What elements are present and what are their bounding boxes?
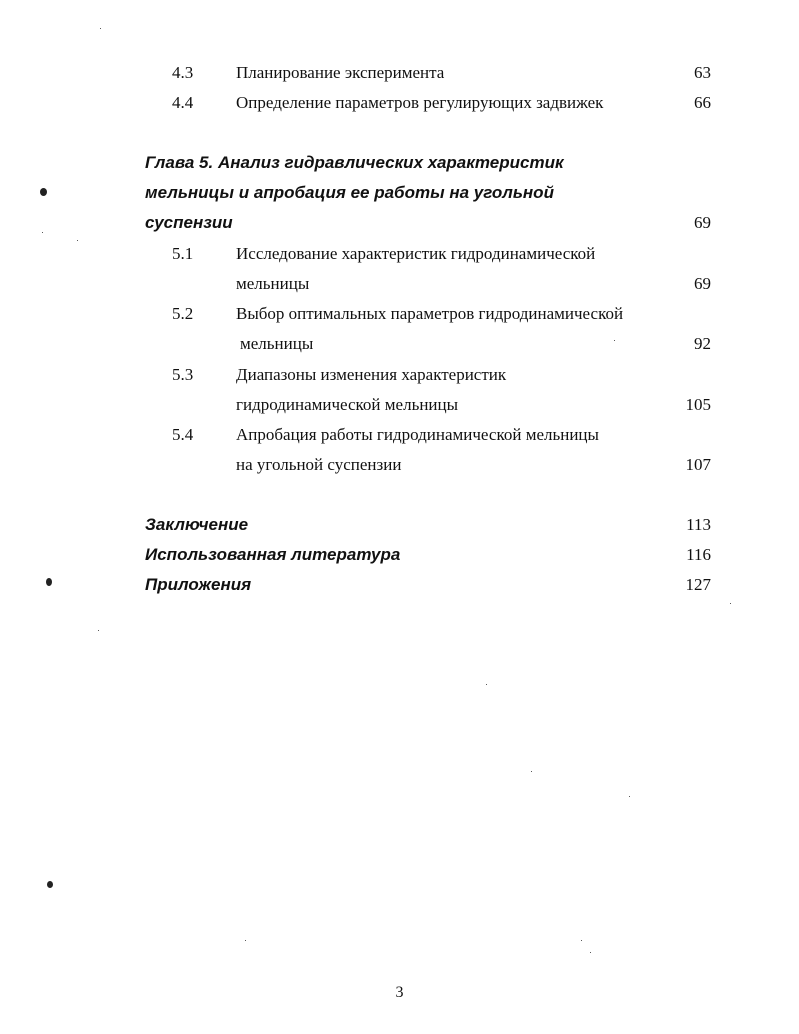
toc-entry-5-2-cont <box>0 332 799 356</box>
toc-entry-conclusion <box>0 513 799 537</box>
toc-entry-5-1 <box>0 242 799 266</box>
page-ref: 107 <box>685 455 711 474</box>
section-number: 5.2 <box>172 304 194 323</box>
chapter-title: Приложения <box>145 575 252 594</box>
section-number: 4.3 <box>172 63 194 82</box>
scan-speck <box>40 188 47 196</box>
toc-entry-5-3-cont <box>0 393 799 417</box>
section-title-line-1: Диапазоны изменения характеристик <box>236 365 507 384</box>
chapter-title: суспензии <box>145 213 233 232</box>
section-title-line-2: на угольной суспензии <box>236 455 402 474</box>
section-number: 5.3 <box>172 365 194 384</box>
toc-entry-4-3 <box>0 61 799 85</box>
scan-speck <box>245 940 246 941</box>
toc-entry-5-1-cont <box>0 272 799 296</box>
section-title-line-2: гидродинамической мельницы <box>236 395 459 414</box>
scan-speck <box>100 28 101 29</box>
toc-entry-appendices <box>0 573 799 597</box>
chapter-5-title-line-1 <box>0 151 799 175</box>
chapter-title: Использованная литература <box>145 545 401 564</box>
scan-speck <box>42 232 43 233</box>
page-number: 3 <box>395 984 404 1001</box>
scan-speck <box>47 881 53 888</box>
section-title-line-1: Исследование характеристик гидродинамической <box>236 244 596 263</box>
toc-entry-literature <box>0 543 799 567</box>
chapter-title: Заключение <box>145 515 249 534</box>
toc-entry-4-4 <box>0 91 799 115</box>
chapter-5-title-line-3 <box>0 211 799 235</box>
scan-speck <box>581 940 582 941</box>
scan-speck <box>486 684 487 685</box>
section-number: 5.1 <box>172 244 194 263</box>
toc-entry-5-2 <box>0 302 799 326</box>
scan-speck <box>531 771 532 772</box>
toc-entry-5-4-cont <box>0 453 799 477</box>
scan-speck <box>98 630 99 631</box>
section-number: 4.4 <box>172 93 194 112</box>
page-ref: 63 <box>694 63 711 82</box>
chapter-5-title-line-2 <box>0 181 799 205</box>
chapter-title: Глава 5. Анализ гидравлических характеристик <box>145 153 564 172</box>
page-ref: 116 <box>686 545 711 564</box>
page-ref: 69 <box>694 274 711 293</box>
scan-speck <box>77 240 78 241</box>
section-title: Планирование эксперимента <box>236 63 445 82</box>
toc-entry-5-4 <box>0 423 799 447</box>
section-title: Определение параметров регулирующих задвижек <box>236 93 604 112</box>
page-ref: 113 <box>686 515 711 534</box>
page-ref: 92 <box>694 334 711 353</box>
scan-speck <box>629 796 630 797</box>
section-title-line-1: Выбор оптимальных параметров гидродинамической <box>236 304 624 323</box>
scan-speck <box>730 603 731 604</box>
page-ref: 69 <box>694 213 711 232</box>
chapter-title: мельницы и апробация ее работы на угольной <box>145 183 554 202</box>
section-title-line-1: Апробация работы гидродинамической мельницы <box>236 425 599 444</box>
page-ref: 66 <box>694 93 711 112</box>
section-title-line-2: мельницы <box>236 274 310 293</box>
page-ref: 127 <box>685 575 711 594</box>
scan-speck <box>46 578 52 586</box>
scan-speck <box>614 340 615 341</box>
scan-speck <box>590 952 591 953</box>
toc-entry-5-3 <box>0 363 799 387</box>
page-ref: 105 <box>685 395 711 414</box>
section-title-line-2: мельницы <box>240 334 314 353</box>
section-number: 5.4 <box>172 425 194 444</box>
